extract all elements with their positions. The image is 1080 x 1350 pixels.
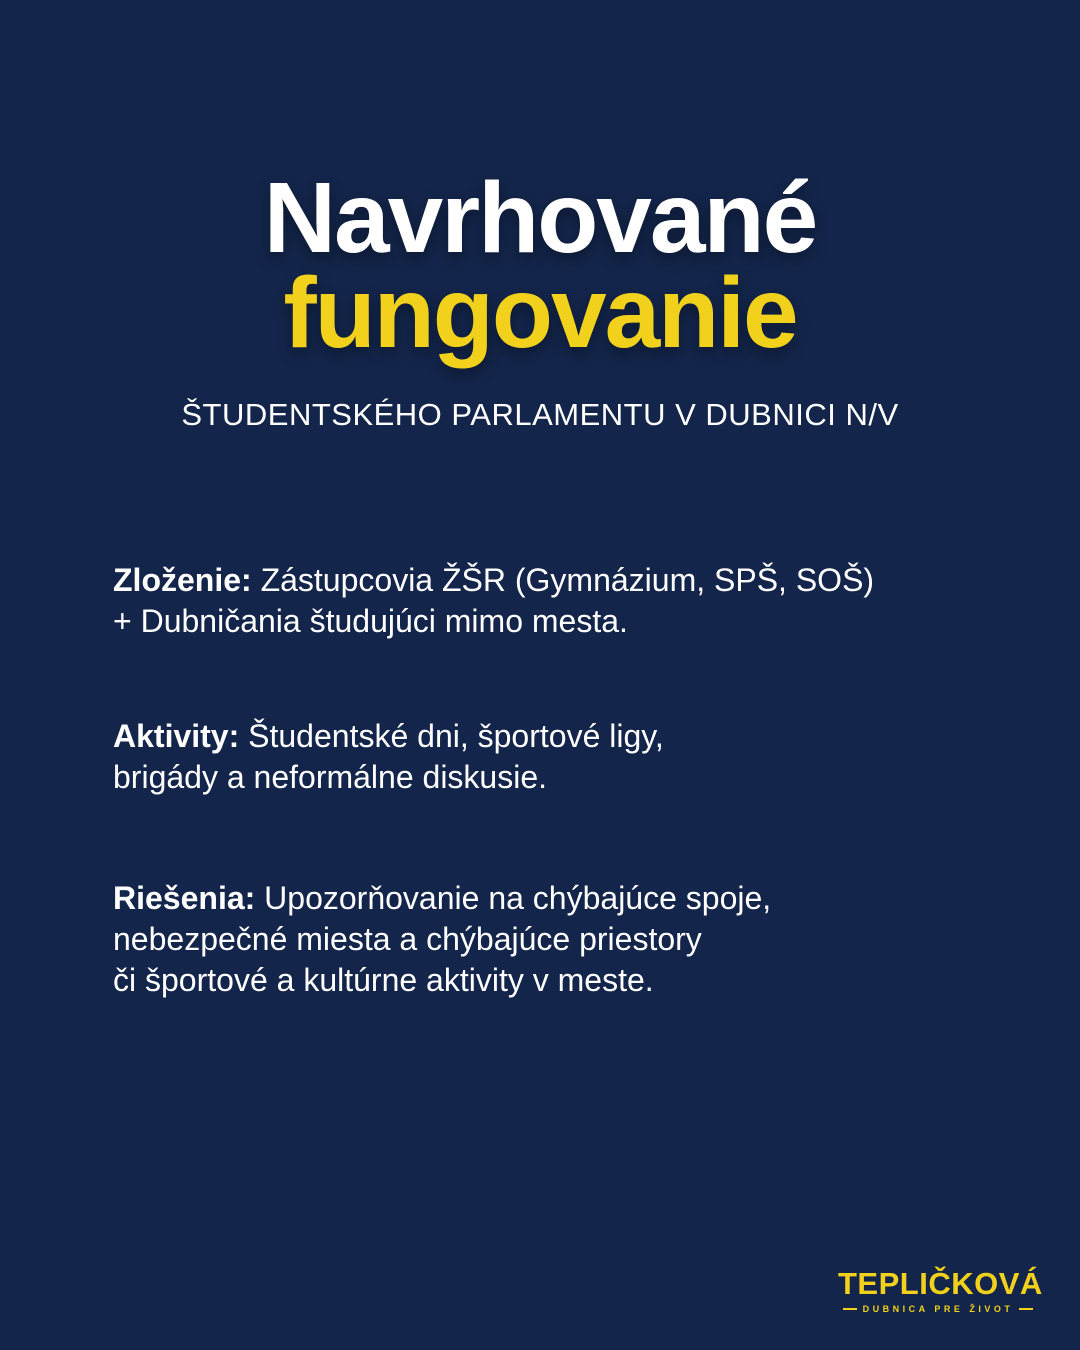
section-zlozenie-line2: + Dubničania študujúci mimo mesta. (113, 603, 628, 639)
section-aktivity-line2: brigády a neformálne diskusie. (113, 759, 548, 795)
section-riesenia-text1: Upozorňovanie na chýbajúce spoje, (255, 880, 772, 916)
section-zlozenie (113, 560, 1013, 642)
page-title-line1: Navrhované (263, 162, 817, 274)
section-aktivity (113, 716, 1013, 798)
page-subtitle: ŠTUDENTSKÉHO PARLAMENTU V DUBNICI N/V (181, 397, 899, 432)
section-riesenia-line1 (113, 878, 1013, 919)
brand-tagline: DUBNICA PRE ŽIVOT (862, 1304, 1014, 1314)
page-title-line2: fungovanie (283, 257, 797, 369)
section-aktivity-text1: Študentské dni, športové ligy, (239, 718, 664, 754)
brand-name: TEPLIČKOVÁ (838, 1266, 1043, 1301)
brand-tagline-row (838, 1303, 1038, 1315)
section-riesenia (113, 878, 1013, 1001)
section-zlozenie-line1 (113, 560, 1013, 601)
section-riesenia-line3: či športové a kultúrne aktivity v meste. (113, 962, 654, 998)
section-riesenia-label: Riešenia: (113, 880, 256, 916)
section-riesenia-line2: nebezpečné miesta a chýbajúce priestory (113, 921, 702, 957)
section-aktivity-label: Aktivity: (113, 718, 240, 754)
tagline-rule-right (1019, 1308, 1033, 1310)
brand-logo (838, 1266, 1043, 1315)
section-aktivity-line1 (113, 716, 1013, 757)
section-zlozenie-label: Zloženie: (113, 562, 252, 598)
tagline-rule-left (843, 1308, 857, 1310)
section-zlozenie-text1: Zástupcovia ŽŠR (Gymnázium, SPŠ, SOŠ) (251, 562, 875, 598)
